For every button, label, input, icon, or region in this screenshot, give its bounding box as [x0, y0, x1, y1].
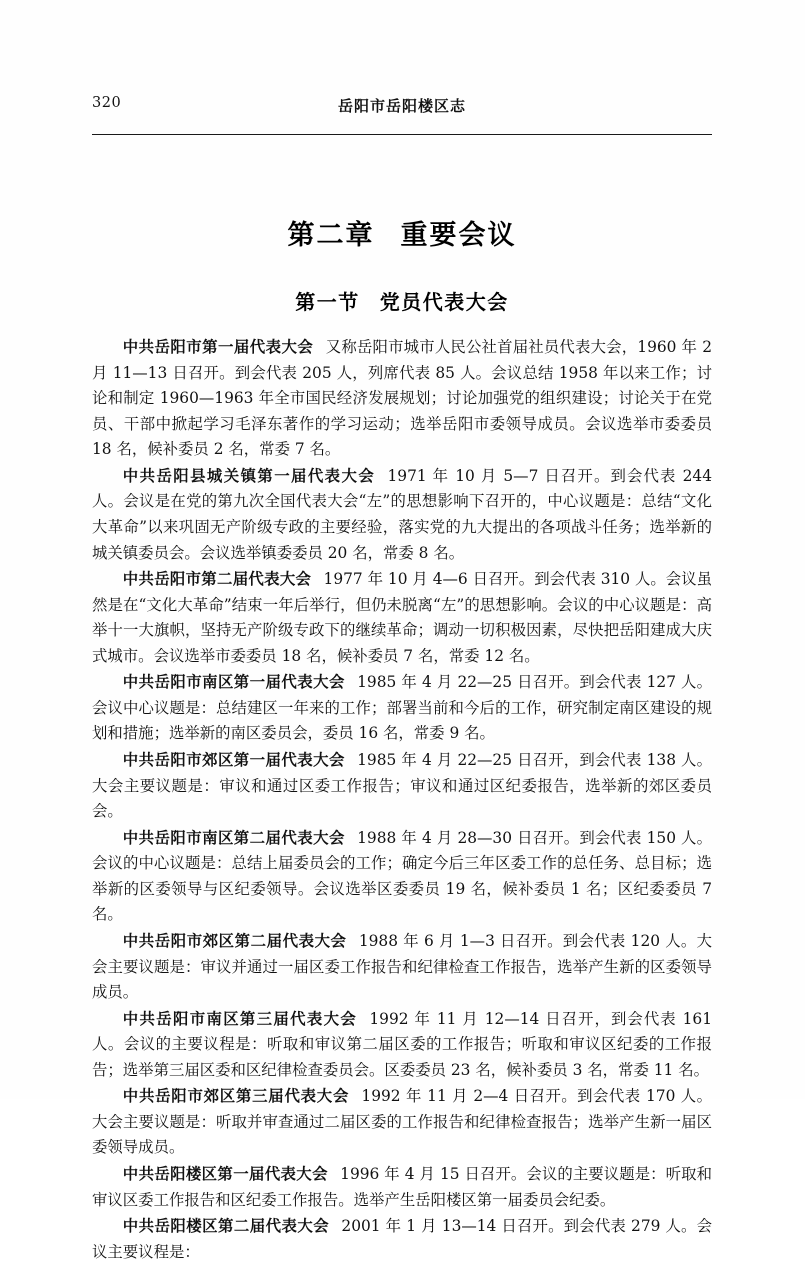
- book-title-header: 岳阳市岳阳楼区志: [337, 97, 466, 115]
- paragraph-lead: 中共岳阳市南区第三届代表大会: [122, 1009, 358, 1028]
- section-number: 第一节: [295, 290, 360, 314]
- page-number: 320: [92, 95, 122, 111]
- paragraph-text: 1971 年 10 月 5—7 日召开。到会代表 244 人。会议是在党的第九次全国代表大会“左”的思想影响下召开的，中心议题是：总结“文化大革命”以来巩固无产阶级专政的主要经验，落实党的九大提出的各项战斗任务；选举新的城关镇委员会。会议选举镇委委员 20 名，常委 8 名。: [92, 466, 712, 562]
- running-head: [92, 95, 712, 129]
- paragraph: [92, 335, 712, 463]
- paragraph: [92, 826, 712, 928]
- header-divider: [92, 134, 712, 135]
- paragraph-text: 1988 年 6 月 1—3 日召开。到会代表 120 人。大会主要议题是：审议并通过一届区委工作报告和纪律检查工作报告，选举产生新的区委领导成员。: [92, 931, 712, 1002]
- paragraph-lead: 中共岳阳楼区第二届代表大会: [122, 1217, 330, 1236]
- paragraph-text: 1977 年 10 月 4—6 日召开。到会代表 310 人。会议虽然是在“文化大革命”结束一年后举行，但仍未脱离“左”的思想影响。会议的中心议题是：高举十一大旗帜，坚持无产阶级专政下的继续革命；调动一切积极因素，尽快把岳阳建成大庆式城市。会议选举市委委员 18 名，候补委员 7 名，常委 12 名。: [92, 570, 712, 665]
- paragraph-text: 1992 年 11 月 12—14 日召开，到会代表 161 人。会议的主要议程是：听取和审议第二届区委的工作报告；听取和审议区纪委的工作报告；选举第三届区委和区纪律检查委员会。区委委员 23 名，候补委员 3 名，常委 11 名。: [92, 1009, 712, 1079]
- paragraph-lead: 中共岳阳市郊区第一届代表大会: [122, 751, 345, 769]
- paragraph: [92, 1214, 712, 1265]
- paragraph-lead: 中共岳阳市南区第一届代表大会: [122, 673, 345, 692]
- paragraph: [92, 1162, 712, 1213]
- paragraph-lead: 中共岳阳市郊区第三届代表大会: [122, 1087, 350, 1106]
- paragraph-lead: 中共岳阳楼区第一届代表大会: [122, 1165, 328, 1183]
- paragraph-text: 1985 年 4 月 22—25 日召开。到会代表 127 人。会议中心议题是：总结建区一年来的工作；部署当前和今后的工作，研究制定南区建设的规划和措施；选举新的南区委员会，委员 16 名，常委 9 名。: [92, 673, 713, 743]
- paragraph-lead: 中共岳阳县城关镇第一届代表大会: [122, 466, 376, 485]
- section-title: [92, 286, 712, 315]
- paragraph-text: 1985 年 4 月 22—25 日召开，到会代表 138 人。大会主要议题是：审议和通过区委工作报告；审议和通过区纪委报告，选举新的郊区委员会。: [92, 751, 713, 821]
- paragraph-lead: 中共岳阳市南区第二届代表大会: [122, 828, 345, 847]
- paragraph-text: 1996 年 4 月 15 日召开。会议的主要议题是：听取和审议区委工作报告和区纪委工作报告。选举产生岳阳楼区第一届委员会纪委。: [92, 1165, 712, 1209]
- paragraph-text: 1992 年 11 月 2—4 日召开。到会代表 170 人。大会主要议题是：听取并审查通过二届区委的工作报告和纪律检查报告；选举产生新一届区委领导成员。: [92, 1087, 712, 1157]
- paragraph-text: 又称岳阳市城市人民公社首届社员代表大会，1960 年 2 月 11—13 日召开。到会代表 205 人，列席代表 85 人。会议总结 1958 年以来工作；讨论和制定 1960—1963 年全市国民经济发展规划；讨论加强党的组织建设；讨论关于在党员、干部中掀起学习毛泽东著作的学习运动；选举岳阳市委领导成员。会议选举市委委员 18 名，候补委员 2 名，常委 7 名。: [92, 338, 713, 459]
- chapter-name: 重要会议: [400, 220, 517, 251]
- paragraph-lead: 中共岳阳市第二届代表大会: [122, 570, 312, 589]
- section-name: 党员代表大会: [379, 290, 509, 314]
- paragraph-lead: 中共岳阳市第一届代表大会: [122, 338, 314, 356]
- chapter-number: 第二章: [287, 220, 375, 251]
- body-text: [92, 335, 712, 1265]
- paragraph-text: 2001 年 1 月 13—14 日召开。到会代表 279 人。会议主要议程是：: [92, 1217, 713, 1261]
- paragraph-text: 1988 年 4 月 28—30 日召开。到会代表 150 人。会议的中心议题是：总结上届委员会的工作；确定今后三年区委工作的总任务、总目标；选举新的区委领导与区纪委领导。会议选举区委委员 19 名，候补委员 1 名；区纪委委员 7 名。: [92, 828, 713, 924]
- paragraph: [92, 1084, 712, 1161]
- paragraph-lead: 中共岳阳市郊区第二届代表大会: [122, 931, 347, 950]
- page-content-area: [92, 95, 712, 1266]
- paragraph: [92, 1007, 712, 1084]
- paragraph: [92, 464, 712, 566]
- chapter-title: [92, 213, 712, 252]
- paragraph: [92, 670, 712, 747]
- paragraph: [92, 567, 712, 669]
- paragraph: [92, 748, 712, 825]
- paragraph: [92, 929, 712, 1006]
